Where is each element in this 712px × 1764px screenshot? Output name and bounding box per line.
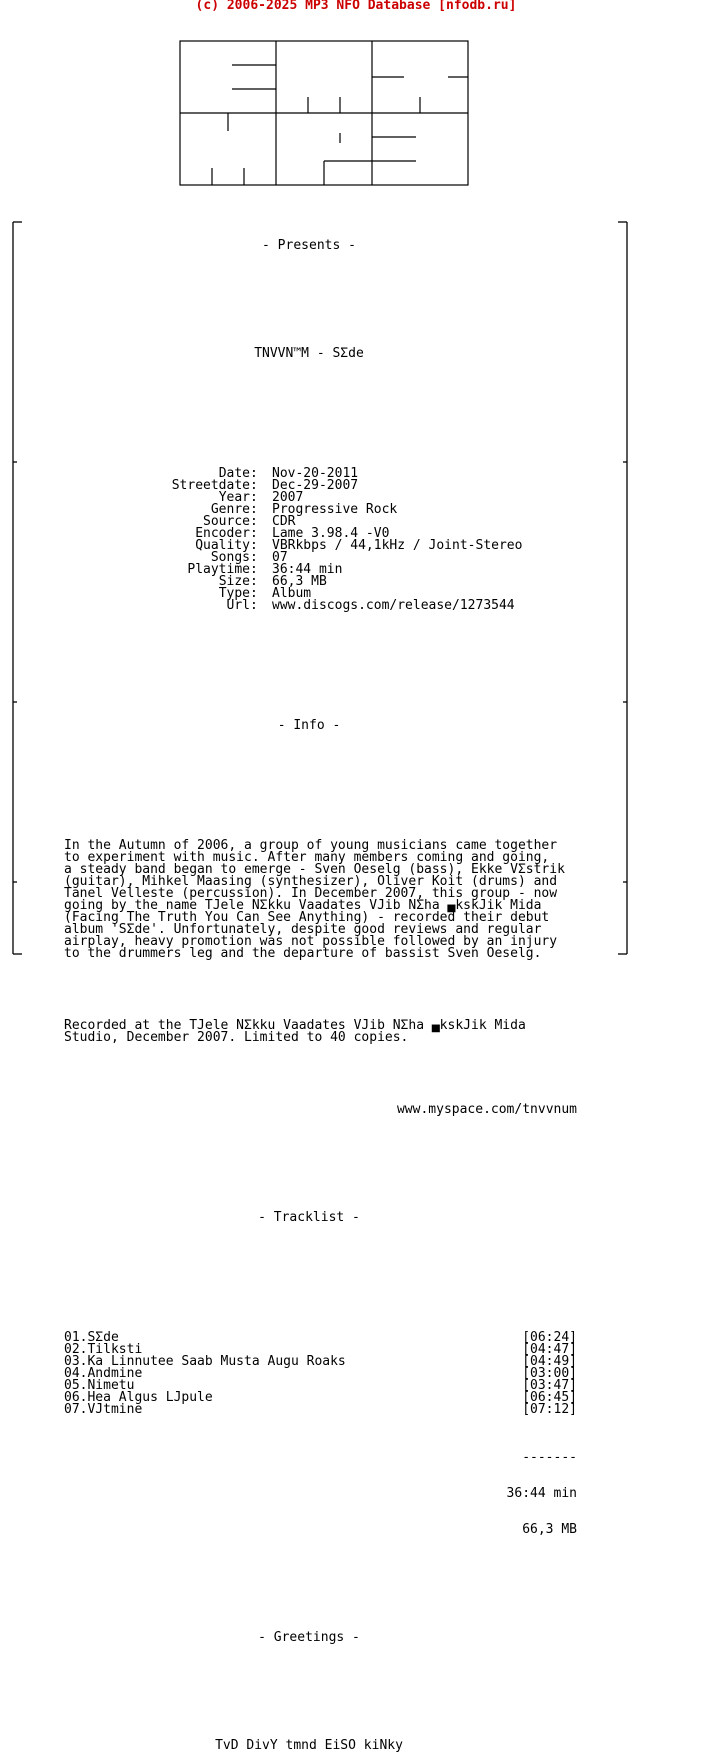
paragraph-line: Recorded at the TJele NΣkku Vaadates VJib NΣha ▄kskJik Mida (64, 1018, 526, 1033)
detail-value: CDR (272, 514, 296, 529)
detail-separator: : (250, 574, 258, 589)
paragraph-line: (Facing The Truth You Can See Anything) - recorded their debut (64, 910, 550, 925)
section-greetings: - Greetings - (258, 1630, 360, 1645)
detail-value: 66,3 MB (272, 574, 327, 589)
detail-value: Nov-20-2011 (272, 466, 359, 481)
detail-separator: : (250, 490, 258, 505)
detail-value: 36:44 min (272, 562, 343, 577)
detail-value: Album (272, 586, 312, 601)
track-title: 07.VJtmine (64, 1402, 143, 1417)
track-row (0, 1404, 712, 1416)
detail-row (0, 600, 712, 612)
track-row (0, 1380, 712, 1392)
release-details (0, 468, 712, 612)
detail-row (0, 504, 712, 516)
detail-key: Size (218, 574, 250, 589)
track-duration: [06:45] (522, 1390, 577, 1405)
paragraph-line: to experiment with music. After many members coming and going, (64, 850, 550, 865)
detail-separator: : (250, 478, 258, 493)
paragraph-line: to the drummers leg and the departure of bassist Sven Oeselg. (64, 946, 542, 961)
detail-value: Dec-29-2007 (272, 478, 359, 493)
detail-key: Songs (210, 550, 250, 565)
track-title: 02.Tilksti (64, 1342, 143, 1357)
detail-key: Streetdate (171, 478, 250, 493)
paragraph-line: Studio, December 2007. Limited to 40 copies. (64, 1030, 409, 1045)
detail-key: Source (203, 514, 250, 529)
detail-value: 07 (272, 550, 288, 565)
detail-key: Url (226, 598, 250, 613)
track-duration: [04:47] (522, 1342, 577, 1357)
track-row (0, 1392, 712, 1404)
total-playtime: 36:44 min (506, 1486, 577, 1501)
detail-value: 2007 (272, 490, 304, 505)
myspace-link[interactable]: www.myspace.com/tnvvnum (396, 1102, 577, 1117)
section-presents: - Presents - (262, 238, 356, 253)
paragraph-line: album 'SΣde'. Unfortunately, despite good reviews and regular (64, 922, 542, 937)
detail-row (0, 480, 712, 492)
detail-separator: : (250, 526, 258, 541)
track-title: 04.Andmine (64, 1366, 143, 1381)
track-duration: [03:00] (522, 1366, 577, 1381)
detail-row (0, 540, 712, 552)
detail-separator: : (250, 466, 258, 481)
detail-row (0, 564, 712, 576)
detail-separator: : (250, 562, 258, 577)
track-divider: ------- (522, 1450, 577, 1465)
track-title: 01.SΣde (64, 1330, 119, 1345)
detail-key: Playtime (187, 562, 250, 577)
info-paragraph (0, 840, 712, 960)
track-duration: [07:12] (522, 1402, 577, 1417)
track-row (0, 1332, 712, 1344)
detail-separator: : (250, 502, 258, 517)
paragraph-line: a steady band began to emerge - Sven Oeselg (bass), Ekke VΣstrik (64, 862, 565, 877)
detail-separator: : (250, 514, 258, 529)
detail-value: VBRkbps / 44,1kHz / Joint-Stereo (272, 538, 523, 553)
track-row (0, 1344, 712, 1356)
track-row (0, 1356, 712, 1368)
detail-key: Date (218, 466, 250, 481)
detail-value[interactable]: www.discogs.com/release/1273544 (272, 598, 515, 613)
detail-separator: : (250, 538, 258, 553)
paragraph-line: In the Autumn of 2006, a group of young musicians came together (64, 838, 558, 853)
track-row (0, 1368, 712, 1380)
track-duration: [06:24] (522, 1330, 577, 1345)
track-title: 03.Ka Linnutee Saab Musta Augu Roaks (64, 1354, 346, 1369)
detail-separator: : (250, 598, 258, 613)
site-header-credit: (c) 2006-2025 MP3 NFO Database [nfodb.ru] (195, 0, 517, 13)
track-duration: [04:49] (522, 1354, 577, 1369)
detail-row (0, 576, 712, 588)
detail-separator: : (250, 586, 258, 601)
greetings-text: TvD DivY tmnd EiSO kiNky (215, 1738, 403, 1753)
paragraph-line: airplay, heavy promotion was not possible followed by an injury (64, 934, 558, 949)
paragraph-line: Tanel Velleste (percussion). In December 2007, this group - now (64, 886, 558, 901)
detail-key: Year (218, 490, 250, 505)
detail-key: Type (218, 586, 250, 601)
paragraph-line: going by the name TJele NΣkku Vaadates VJib NΣha ▄kskJik Mida (64, 898, 542, 913)
paragraph-line: (guitar), Mihkel Maasing (synthesizer), Oliver Koit (drums) and (64, 874, 558, 889)
section-tracklist: - Tracklist - (258, 1210, 360, 1225)
detail-key: Quality (195, 538, 250, 553)
track-title: 06.Hea Algus LJpule (64, 1390, 213, 1405)
detail-key: Genre (210, 502, 250, 517)
total-size: 66,3 MB (522, 1522, 577, 1537)
release-title: TNVVN™M - SΣde (254, 346, 364, 361)
detail-value: Lame 3.98.4 -V0 (272, 526, 390, 541)
nfo-body (0, 216, 712, 1764)
detail-value: Progressive Rock (272, 502, 398, 517)
detail-separator: : (250, 550, 258, 565)
tracklist (0, 1332, 712, 1416)
section-info: - Info - (277, 718, 341, 733)
detail-key: Encoder (195, 526, 250, 541)
recorded-paragraph (0, 1020, 712, 1044)
track-title: 05.Nimetu (64, 1378, 135, 1393)
detail-row (0, 552, 712, 564)
track-duration: [03:47] (522, 1378, 577, 1393)
